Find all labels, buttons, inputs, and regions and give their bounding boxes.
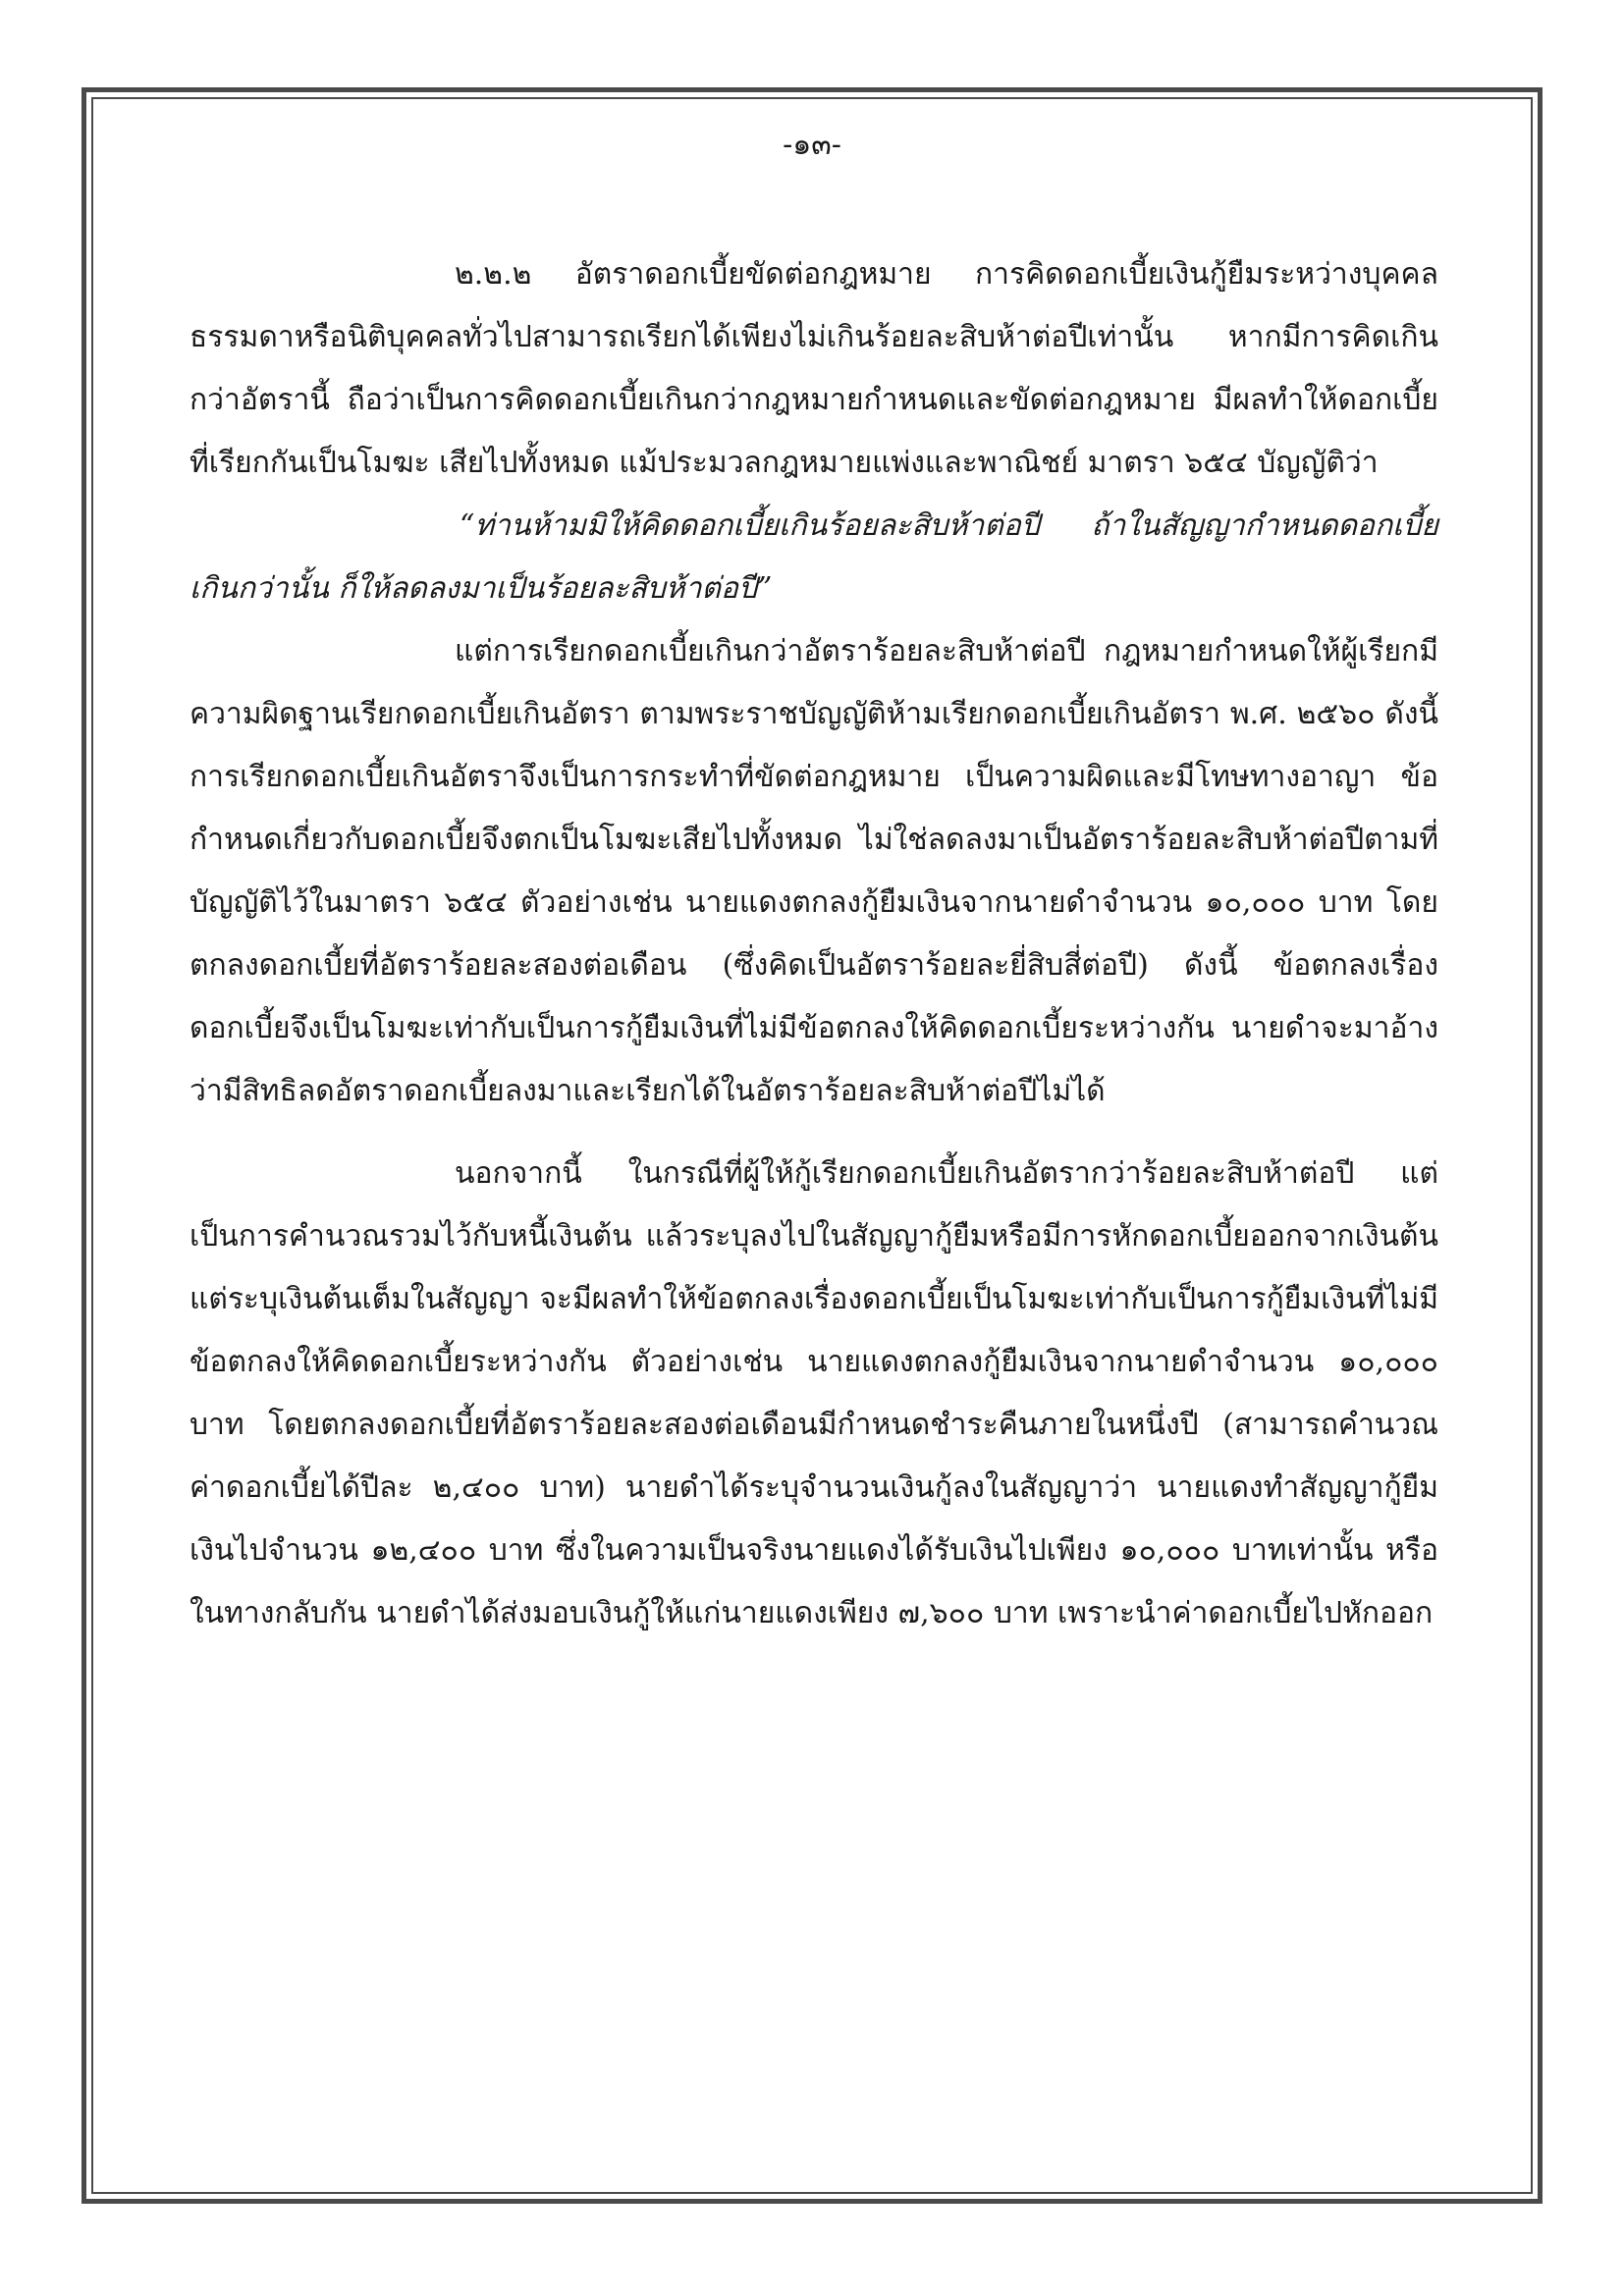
document-body — [189, 243, 1438, 1645]
paragraph-interest-included-in-principal: นอกจากนี้ ในกรณีที่ผู้ให้กู้เรียกดอกเบี้ยเกินอัตรากว่าร้อยละสิบห้าต่อปี แต่เป็นการคำนวณรวมไว้กับหนี้เงินต้น แล้วระบุลงไปในสัญญากู้ยืมหรือมีการหักดอกเบี้ยออกจากเงินต้น แต่ระบุเงินต้นเต็มในสัญญา จะมีผลทำให้ข้อตกลงเรื่องดอกเบี้ยเป็นโมฆะเท่ากับเป็นการกู้ยืมเงินที่ไม่มีข้อตกลงให้คิดดอกเบี้ยระหว่างกัน ตัวอย่างเช่น นายแดงตกลงกู้ยืมเงินจากนายดำจำนวน ๑๐,๐๐๐ บาท โดยตกลงดอกเบี้ยที่อัตราร้อยละสองต่อเดือนมีกำหนดชำระคืนภายในหนึ่งปี (สามารถคำนวณค่าดอกเบี้ยได้ปีละ ๒,๔๐๐ บาท) นายดำได้ระบุจำนวนเงินกู้ลงในสัญญาว่า นายแดงทำสัญญากู้ยืมเงินไปจำนวน ๑๒,๔๐๐ บาท ซึ่งในความเป็นจริงนายแดงได้รับเงินไปเพียง ๑๐,๐๐๐ บาทเท่านั้น หรือในทางกลับกัน นายดำได้ส่งมอบเงินกู้ให้แก่นายแดงเพียง ๗,๖๐๐ บาท เพราะนำค่าดอกเบี้ยไปหักออก — [189, 1156, 1438, 1630]
quoted-legal-provision: “ท่านห้ามมิให้คิดดอกเบี้ยเกินร้อยละสิบห้าต่อปี ถ้าในสัญญากำหนดดอกเบี้ยเกินกว่านั้น ก็ให้ลดลงมาเป็นร้อยละสิบห้าต่อปี” — [189, 508, 1438, 606]
paragraph-criminal-offense: แต่การเรียกดอกเบี้ยเกินกว่าอัตราร้อยละสิบห้าต่อปี กฎหมายกำหนดให้ผู้เรียกมีความผิดฐานเรียกดอกเบี้ยเกินอัตรา ตามพระราชบัญญัติห้ามเรียกดอกเบี้ยเกินอัตรา พ.ศ. ๒๕๖๐ ดังนี้ การเรียกดอกเบี้ยเกินอัตราจึงเป็นการกระทำที่ขัดต่อกฎหมาย เป็นความผิดและมีโทษทางอาญา ข้อกำหนดเกี่ยวกับดอกเบี้ยจึงตกเป็นโมฆะเสียไปทั้งหมด ไม่ใช่ลดลงมาเป็นอัตราร้อยละสิบห้าต่อปีตามที่บัญญัติไว้ในมาตรา ๖๕๔ ตัวอย่างเช่น นายแดงตกลงกู้ยืมเงินจากนายดำจำนวน ๑๐,๐๐๐ บาท โดยตกลงดอกเบี้ยที่อัตราร้อยละสองต่อเดือน (ซึ่งคิดเป็นอัตราร้อยละยี่สิบสี่ต่อปี) ดังนี้ ข้อตกลงเรื่องดอกเบี้ยจึงเป็นโมฆะเท่ากับเป็นการกู้ยืมเงินที่ไม่มีข้อตกลงให้คิดดอกเบี้ยระหว่างกัน นายดำจะมาอ้างว่ามีสิทธิลดอัตราดอกเบี้ยลงมาและเรียกได้ในอัตราร้อยละสิบห้าต่อปีไม่ได้ — [189, 634, 1438, 1108]
paragraph-interest-rate-illegal: ๒.๒.๒ อัตราดอกเบี้ยขัดต่อกฎหมาย การคิดดอกเบี้ยเงินกู้ยืมระหว่างบุคคลธรรมดาหรือนิติบุคคลทั่วไปสามารถเรียกได้เพียงไม่เกินร้อยละสิบห้าต่อปีเท่านั้น หากมีการคิดเกินกว่าอัตรานี้ ถือว่าเป็นการคิดดอกเบี้ยเกินกว่ากฎหมายกำหนดและขัดต่อกฎหมาย มีผลทำให้ดอกเบี้ยที่เรียกกันเป็นโมฆะ เสียไปทั้งหมด แม้ประมวลกฎหมายแพ่งและพาณิชย์ มาตรา ๖๕๔ บัญญัติว่า — [189, 257, 1438, 480]
page-number: -๑๓- — [783, 128, 841, 162]
